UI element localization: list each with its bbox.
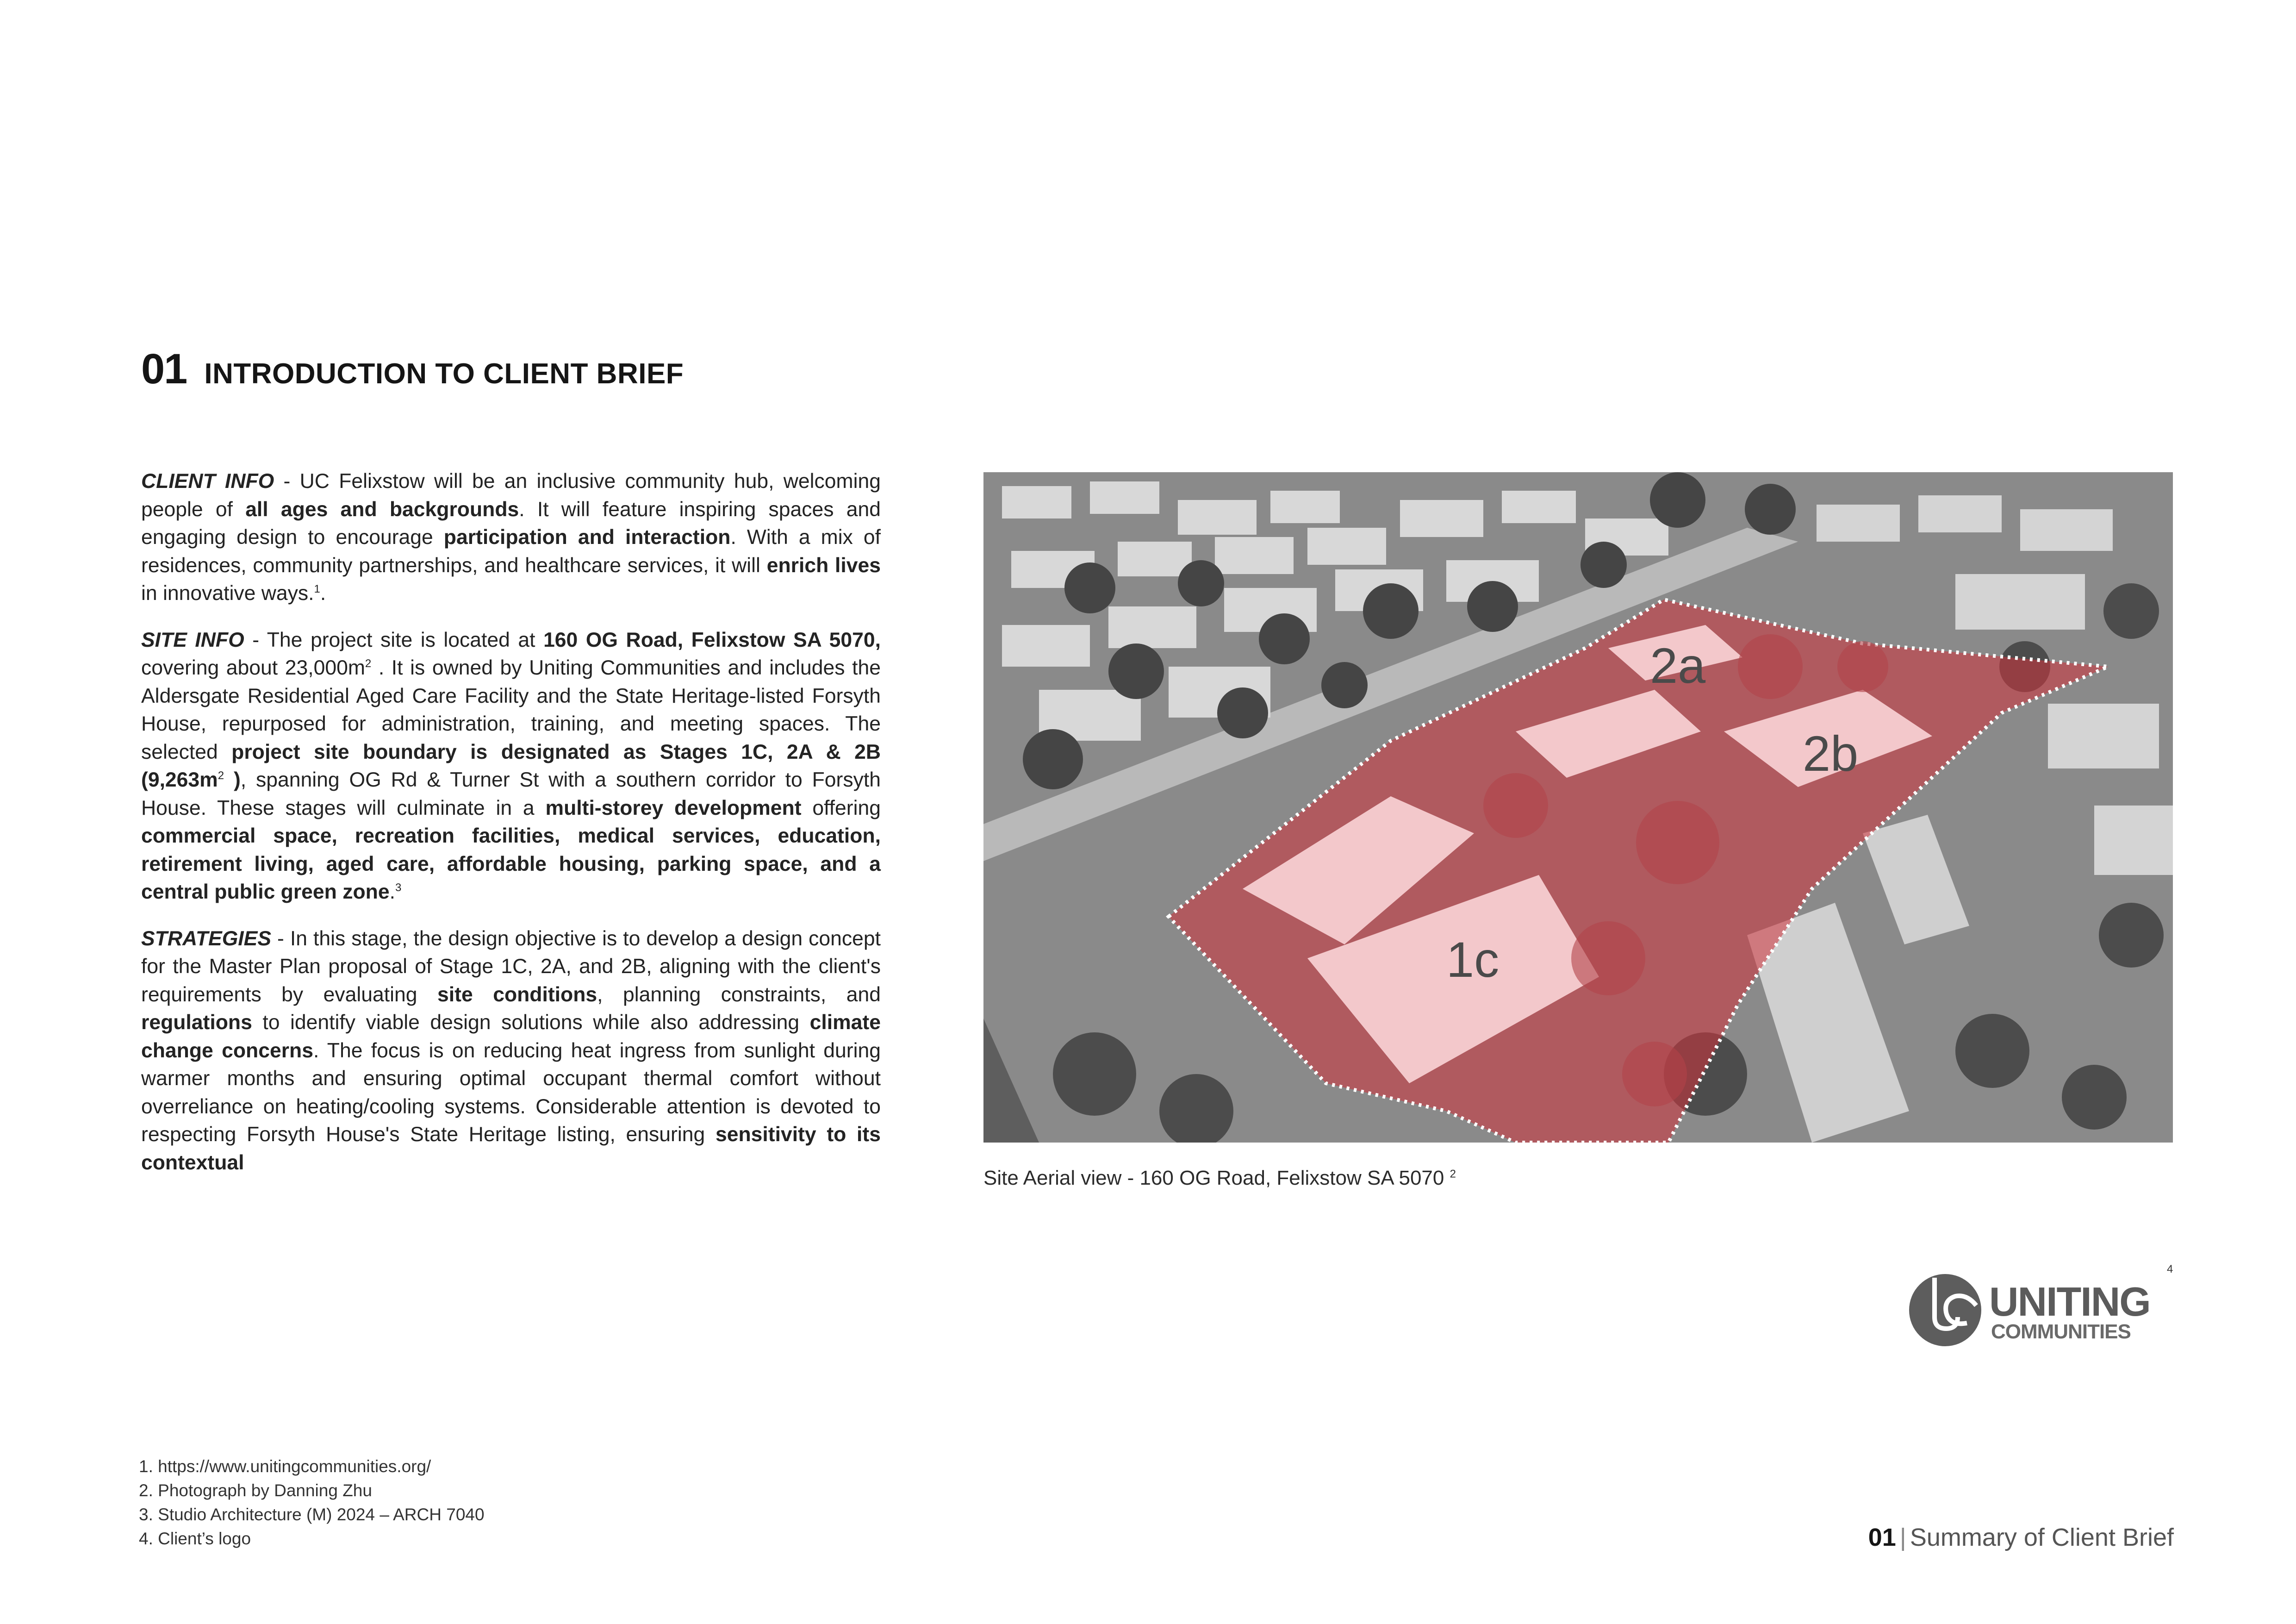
section-number: 01 xyxy=(141,345,187,393)
footnote-item: 1. https://www.unitingcommunities.org/ xyxy=(139,1457,431,1476)
section-heading xyxy=(141,345,684,394)
footer-title: Summary of Client Brief xyxy=(1910,1524,2174,1551)
stage-2a-label: 2a xyxy=(1650,637,1706,693)
strategies-paragraph: STRATEGIES - In this stage, the design objective is to develop a design concept for the Master Plan proposal of Stage 1C, 2A, and 2B, aligning with the client's requirements by evaluating site conditions, planning constraints, and regulations to identify viable design solutions while also addressing climate change concerns. The focus is on reducing heat ingress from sunlight during warmer months and ensuring optimal occupant thermal comfort without overreliance on heating/cooling systems. Considerable attention is devoted to respecting Forsyth House's State Heritage listing, ensuring sensitivity to its contextual xyxy=(141,927,881,1174)
section-title: INTRODUCTION TO CLIENT BRIEF xyxy=(204,358,684,390)
site-aerial-photo xyxy=(983,472,2173,1143)
brief-text xyxy=(141,468,881,1177)
logo-footnote-ref: 4 xyxy=(2167,1263,2173,1275)
footer-section-number: 01 xyxy=(1868,1524,1896,1551)
site-info-lead: SITE INFO xyxy=(141,628,244,651)
footer-separator: | xyxy=(1899,1524,1906,1551)
footnote-item: 4. Client’s logo xyxy=(139,1529,251,1548)
strategies-lead: STRATEGIES xyxy=(141,927,272,950)
client-info-lead: CLIENT INFO xyxy=(141,470,274,493)
footnotes xyxy=(139,1455,485,1551)
footnote-item: 3. Studio Architecture (M) 2024 – ARCH 7040 xyxy=(139,1505,485,1524)
client-info-paragraph: CLIENT INFO - UC Felixstow will be an inclusive community hub, welcoming people of all ages and backgrounds. It will feature inspiring spaces and engaging design to encourage participation and interaction. With a mix of residences, community partnerships, and healthcare services, it will enrich lives in innovative ways.$^1$. xyxy=(141,470,881,605)
logo-word-uniting: UNITING xyxy=(1989,1279,2150,1324)
uniting-communities-logo xyxy=(1907,1268,2175,1361)
site-info-paragraph: SITE INFO - The project site is located at 160 OG Road, Felixstow SA 5070, covering about $23,000m^2$ . It is owned by Uniting Communities and includes the Aldersgate Residential Aged Care Facility and the State Heritage-listed Forsyth House, repurposed for administration, training, and meeting spaces. The selected project site boundary is designated as Stages 1C, 2A & 2B ($9,263m^2$ ), spanning OG Rd & Turner St with a southern corridor to Forsyth House. These stages will culminate in a multi-storey development offering commercial space, recreation facilities, medical services, education, retirement living, aged care, affordable housing, parking space, and a central public green zone.$^3$ xyxy=(141,628,881,903)
footnote-ref: 3 xyxy=(395,881,402,894)
stage-2b-label: 2b xyxy=(1803,725,1859,781)
stage-1c-label: 1c xyxy=(1446,931,1500,987)
logo-word-communities: COMMUNITIES xyxy=(1991,1320,2131,1343)
uc-logo-icon xyxy=(1907,1268,1985,1347)
footnote-item: 2. Photograph by Danning Zhu xyxy=(139,1481,372,1500)
footnote-ref: 2 xyxy=(1450,1168,1456,1181)
footnote-ref: 1 xyxy=(314,583,320,596)
photo-caption: Site Aerial view - 160 OG Road, Felixstow SA 5070 $^2$ xyxy=(983,1167,1456,1189)
page-footer xyxy=(1868,1523,2174,1552)
